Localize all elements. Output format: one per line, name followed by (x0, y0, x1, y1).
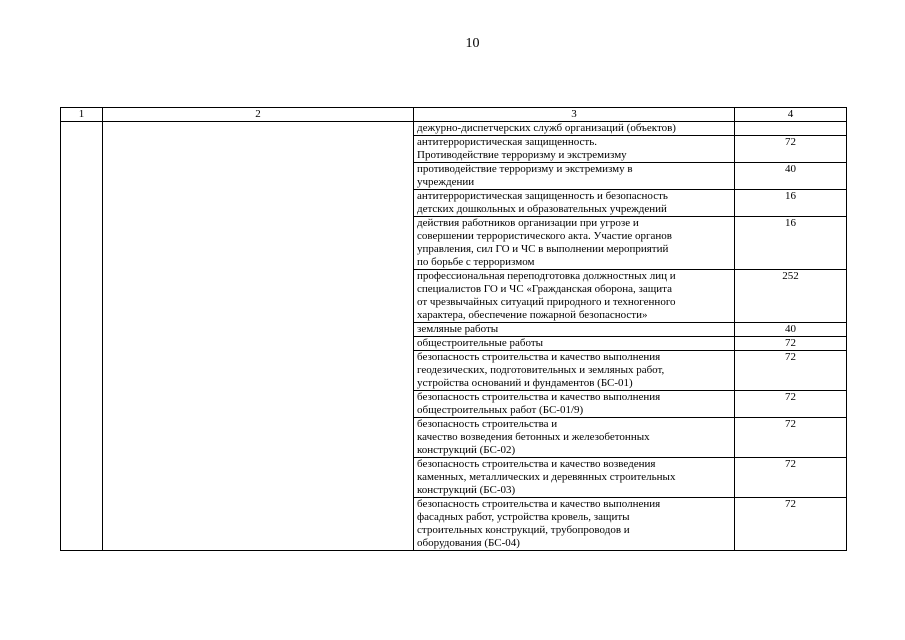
cell-hours: 40 (735, 323, 847, 337)
table-header-row (61, 108, 847, 122)
cell-hours: 72 (735, 136, 847, 163)
cell-description: безопасность строительства и качество возведения бетонных и железобетонных конструкций (БС-02) (414, 418, 735, 458)
header-col-2: 2 (103, 108, 414, 122)
cell-hours: 72 (735, 337, 847, 351)
table-row (61, 122, 847, 136)
table-body (61, 108, 847, 551)
cell-description: противодействие терроризму и экстремизму в учреждении (414, 163, 735, 190)
header-col-3: 3 (414, 108, 735, 122)
cell-hours: 72 (735, 458, 847, 498)
cell-description: земляные работы (414, 323, 735, 337)
cell-description: общестроительные работы (414, 337, 735, 351)
cell-hours: 40 (735, 163, 847, 190)
document-table (60, 107, 847, 551)
cell-hours: 72 (735, 391, 847, 418)
cell-description: действия работников организации при угрозе и совершении террористического акта. Участие органов управления, сил ГО и ЧС в выполнении мероприятий по борьбе с терроризмом (414, 217, 735, 270)
header-col-1: 1 (61, 108, 103, 122)
cell-hours: 252 (735, 270, 847, 323)
cell-description: безопасность строительства и качество выполнения фасадных работ, устройства кровель, защиты строительных конструкций, трубопроводов и оборудования (БС-04) (414, 498, 735, 551)
cell-description: профессиональная переподготовка должностных лиц и специалистов ГО и ЧС «Гражданская оборона, защита от чрезвычайных ситуаций природного и техногенного характера, обеспечение пожарной безопасности» (414, 270, 735, 323)
page-number: 10 (465, 36, 480, 51)
header-col-4: 4 (735, 108, 847, 122)
cell-hours: 16 (735, 217, 847, 270)
cell-description: безопасность строительства и качество возведения каменных, металлических и деревянных строительных конструкций (БС-03) (414, 458, 735, 498)
cell-hours: 72 (735, 351, 847, 391)
cell-description: антитеррористическая защищенность. Противодействие терроризму и экстремизму (414, 136, 735, 163)
cell-col-2-merged (103, 122, 414, 551)
cell-description: антитеррористическая защищенность и безопасность детских дошкольных и образовательных учреждений (414, 190, 735, 217)
cell-hours: 72 (735, 498, 847, 551)
cell-hours (735, 122, 847, 136)
cell-description: безопасность строительства и качество выполнения общестроительных работ (БС-01/9) (414, 391, 735, 418)
cell-hours: 72 (735, 418, 847, 458)
cell-description: дежурно-диспетчерских служб организаций (объектов) (414, 122, 735, 136)
cell-col-1-merged (61, 122, 103, 551)
cell-hours: 16 (735, 190, 847, 217)
cell-description: безопасность строительства и качество выполнения геодезических, подготовительных и земляных работ, устройства оснований и фундаментов (БС-01) (414, 351, 735, 391)
